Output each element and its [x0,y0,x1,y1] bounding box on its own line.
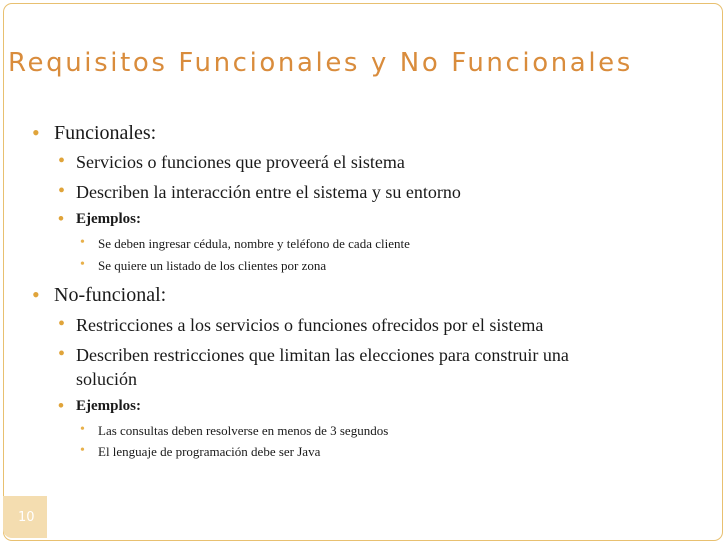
list-item-text-line-1: Describen restricciones que limitan las elecciones para construir una [76,345,569,365]
bullet-icon: • [80,443,85,458]
list-item-text: Restricciones a los servicios o funciones ofrecidos por el sistema [76,315,544,335]
list-item-text: Describen la interacción entre el sistema y su entorno [76,182,461,202]
example-text: Se deben ingresar cédula, nombre y teléfono de cada cliente [98,236,410,251]
bullet-icon: • [58,209,64,228]
bullet-icon: • [58,313,66,335]
bullet-icon: • [58,396,64,415]
example-text: El lenguaje de programación debe ser Java [98,444,321,459]
example-text: Se quiere un listado de los clientes por zona [98,258,327,273]
slide-title: Requisitos Funcionales y No Funcionales [8,48,633,78]
bullet-icon: • [32,120,40,145]
heading-text: No-funcional: [54,284,167,306]
examples-label-text: Ejemplos: [76,211,141,227]
example-text: Las consultas deben resolverse en menos de 3 segundos [98,423,389,438]
bullet-icon: • [32,282,40,307]
heading-text: Funcionales: [54,122,157,144]
bullet-icon: • [80,422,85,437]
list-item-text-line-2: solución [76,369,137,389]
page-number: 10 [3,496,47,538]
bullet-icon: • [58,343,66,365]
list-item-text: Servicios o funciones que proveerá el sistema [76,152,405,172]
bullet-icon: • [80,257,85,272]
examples-label-text: Ejemplos: [76,398,141,414]
bullet-icon: • [58,150,66,172]
bullet-icon: • [58,180,66,202]
bullet-icon: • [80,235,85,250]
